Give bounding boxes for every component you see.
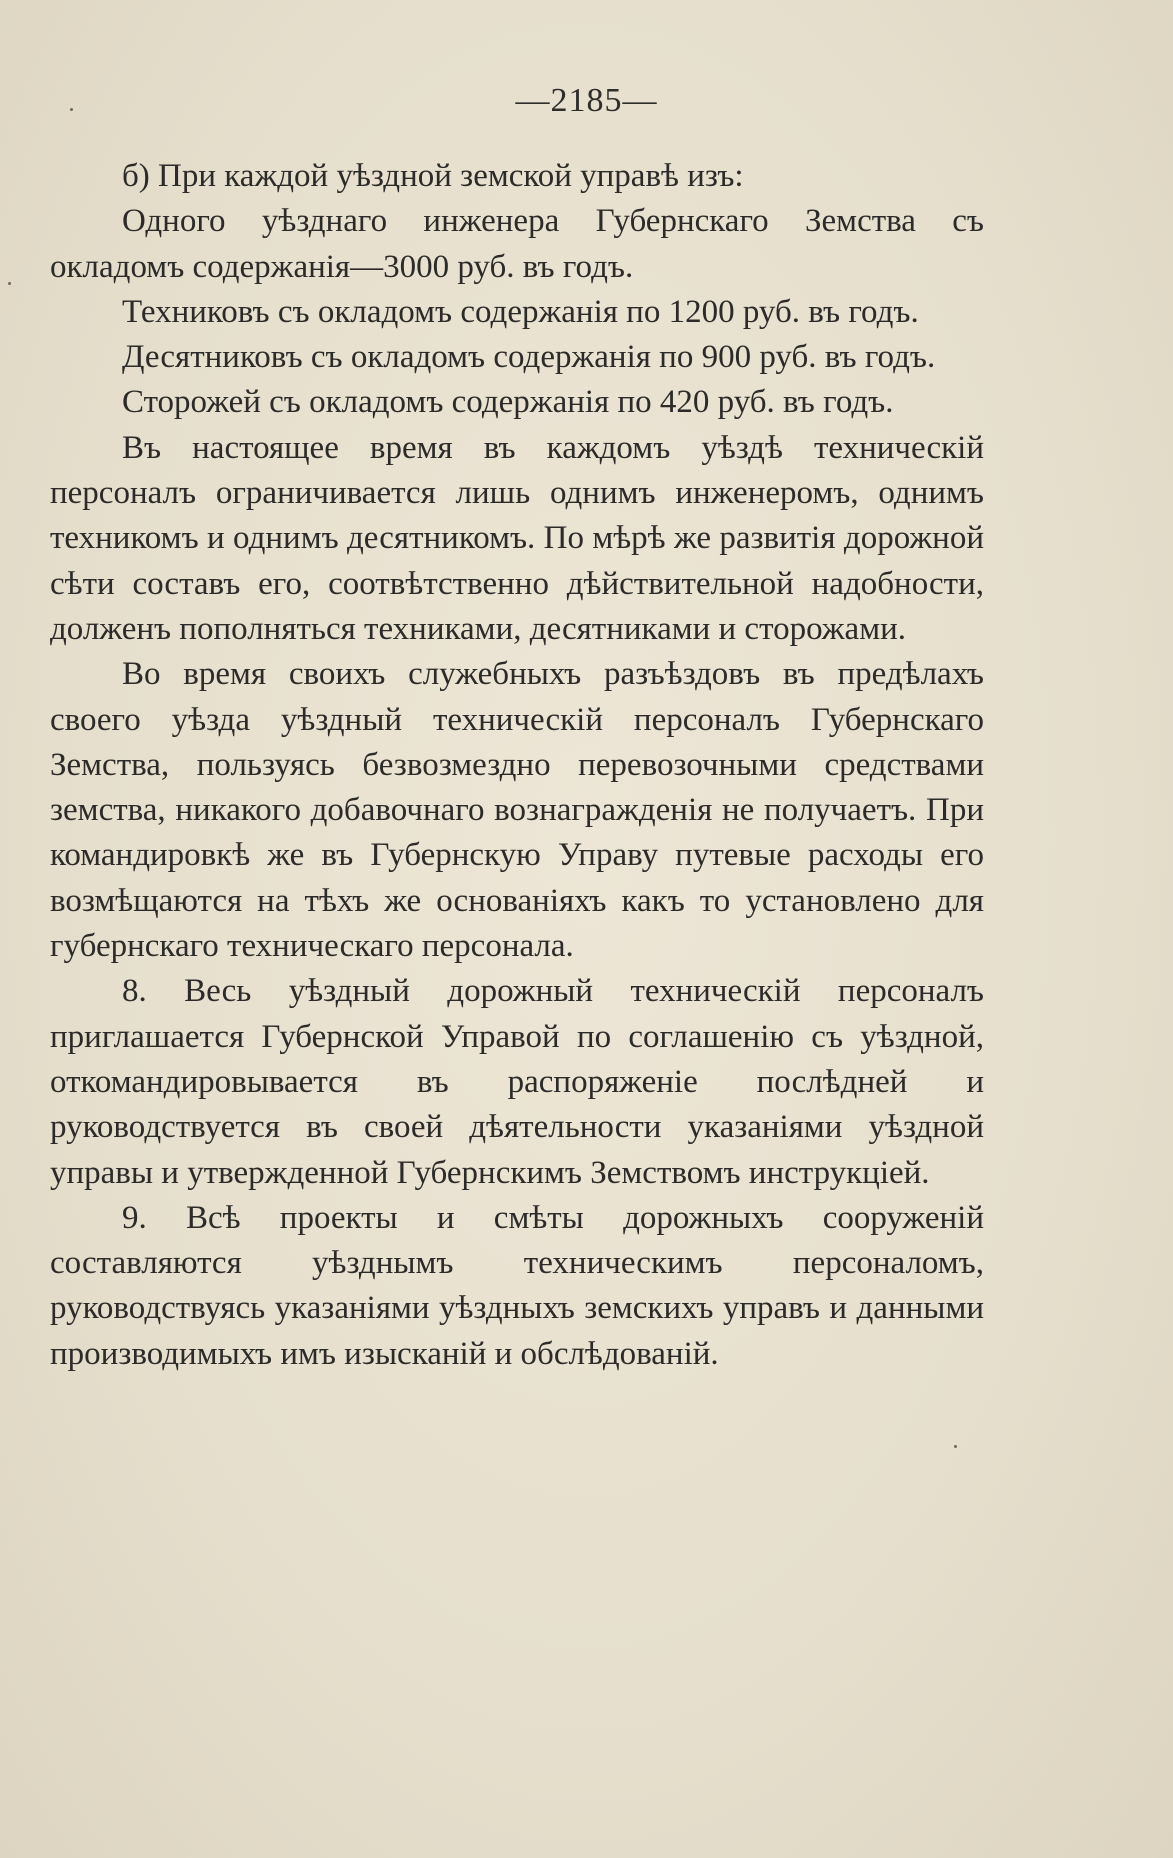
paragraph-technicians: Техниковъ съ окладомъ содержанія по 1200 руб. въ годъ. bbox=[122, 293, 919, 330]
print-speck bbox=[70, 108, 73, 111]
paragraph-section-9: 9. Всѣ проекты и смѣты дорожныхъ сооруженій составляются уѣзднымъ техническимъ персоналомъ, руководствуясь указаніями уѣздныхъ земскихъ управъ и данными производимыхъ имъ изысканій и обслѣдованій. bbox=[50, 1199, 984, 1372]
page-number: —2185— bbox=[515, 82, 658, 119]
paragraph-foremen: Десятниковъ съ окладомъ содержанія по 900 руб. въ годъ. bbox=[122, 339, 936, 376]
paragraph-engineer: Одного уѣзднаго инженера Губернскаго Земства съ окладомъ содержанія—3000 руб. въ годъ. bbox=[50, 203, 984, 285]
print-speck bbox=[954, 1445, 957, 1448]
paragraph-list-heading: б) При каждой уѣздной земской управѣ изъ: bbox=[122, 158, 744, 194]
page-body bbox=[50, 154, 984, 1377]
print-speck bbox=[8, 282, 11, 285]
paragraph-watchmen: Сторожей съ окладомъ содержанія по 420 руб. въ годъ. bbox=[122, 384, 894, 421]
paragraph-travel: Во время своихъ служебныхъ разъѣздовъ въ предѣлахъ своего уѣзда уѣздный техническій персоналъ Губернскаго Земства, пользуясь безвозмездно перевозочными средствами земства, никакого добавочнаго вознагражденія не получаетъ. При командировкѣ же въ Губернскую Управу путевые расходы его возмѣщаются на тѣхъ же основаніяхъ какъ то установлено для губернскаго техническаго персонала. bbox=[50, 656, 984, 965]
paragraph-current-staff: Въ настоящее время въ каждомъ уѣздѣ техническій персоналъ ограничивается лишь однимъ инженеромъ, однимъ техникомъ и однимъ десятникомъ. По мѣрѣ же развитія дорожной сѣти составъ его, соотвѣтственно дѣйствительной надобности, долженъ пополняться техниками, десятниками и сторожами. bbox=[50, 429, 984, 647]
paragraph-section-8: 8. Весь уѣздный дорожный техническій персоналъ приглашается Губернской Управой по соглашенію съ уѣздной, откомандировывается въ распоряженіе послѣдней и руководствуется въ своей дѣятельности указаніями уѣздной управы и утвержденной Губернскимъ Земствомъ инструкціей. bbox=[50, 973, 984, 1191]
